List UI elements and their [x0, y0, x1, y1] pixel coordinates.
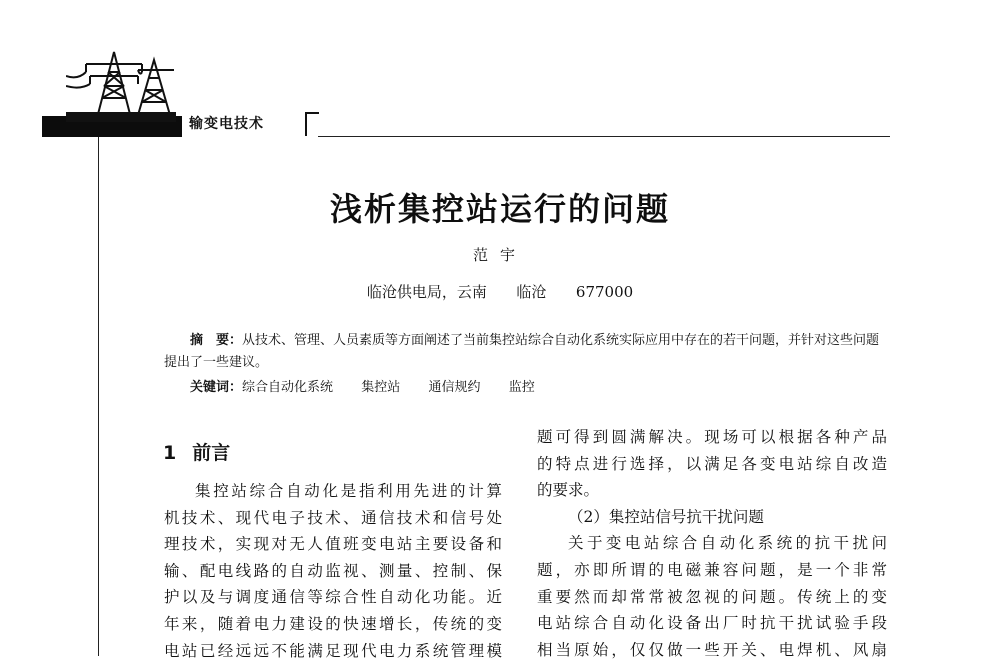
section-title: 前言 — [192, 442, 231, 464]
body-line: 题，亦即所谓的电磁兼容问题，是一个非常 — [537, 560, 887, 579]
abstract-text: 从技术、管理、人员素质等方面阐述了当前集控站综合自动化系统实际应用中存在的若干问题，并针对这些问题提出了一些建议。 — [164, 333, 880, 370]
body-line: 机技术、现代电子技术、通信技术和信号处 — [164, 508, 502, 527]
author-affiliation: 临沧供电局，云南 临沧 677000 — [366, 283, 634, 301]
body-line: 关于变电站综合自动化系统的抗干扰问 — [568, 534, 887, 553]
body-line: 相当原始，仅仅做一些开关、电焊机、风扇 — [537, 640, 887, 659]
abstract — [164, 330, 886, 374]
body-line: 的特点进行选择，以满足各变电站综自改造 — [537, 454, 887, 473]
body-line: 理技术，实现对无人值班变电站主要设备和 — [164, 535, 502, 554]
left-margin-rule — [98, 137, 99, 656]
keywords — [190, 377, 890, 399]
left-column — [164, 478, 502, 664]
section-number: 1 — [163, 442, 177, 464]
section-heading — [163, 438, 230, 465]
body-line: 重要然而却常常被忽视的问题。传统上的变 — [537, 587, 887, 606]
section-label: 输变电技术 — [183, 112, 270, 136]
transmission-tower-icon — [66, 46, 176, 122]
body-line: 年来，随着电力建设的快速增长，传统的变 — [164, 614, 502, 633]
keywords-text: 综合自动化系统 集控站 通信规约 监控 — [242, 380, 535, 395]
article-title: 浅析集控站运行的问题 — [329, 190, 670, 228]
body-line: 题可得到圆满解决。现场可以根据各种产品 — [537, 428, 887, 446]
label-tab-bracket — [305, 112, 319, 136]
keywords-label: 关键词： — [190, 380, 243, 395]
author-name: 范宇 — [472, 246, 527, 264]
body-line: 集控站综合自动化是指利用先进的计算 — [195, 482, 502, 500]
right-column — [537, 424, 887, 663]
body-line: 电站综合自动化设备出厂时抗干扰试验手段 — [537, 614, 887, 633]
body-line: 的要求。 — [537, 481, 600, 500]
subsection-heading: （2）集控站信号抗干扰问题 — [568, 507, 764, 526]
body-line: 电站已经远远不能满足现代电力系统管理模 — [164, 641, 502, 660]
header-rule — [318, 136, 890, 137]
abstract-label: 摘 要： — [190, 333, 243, 348]
body-line: 护以及与调度通信等综合性自动化功能。近 — [164, 588, 502, 607]
body-line: 输、配电线路的自动监视、测量、控制、保 — [164, 561, 502, 580]
